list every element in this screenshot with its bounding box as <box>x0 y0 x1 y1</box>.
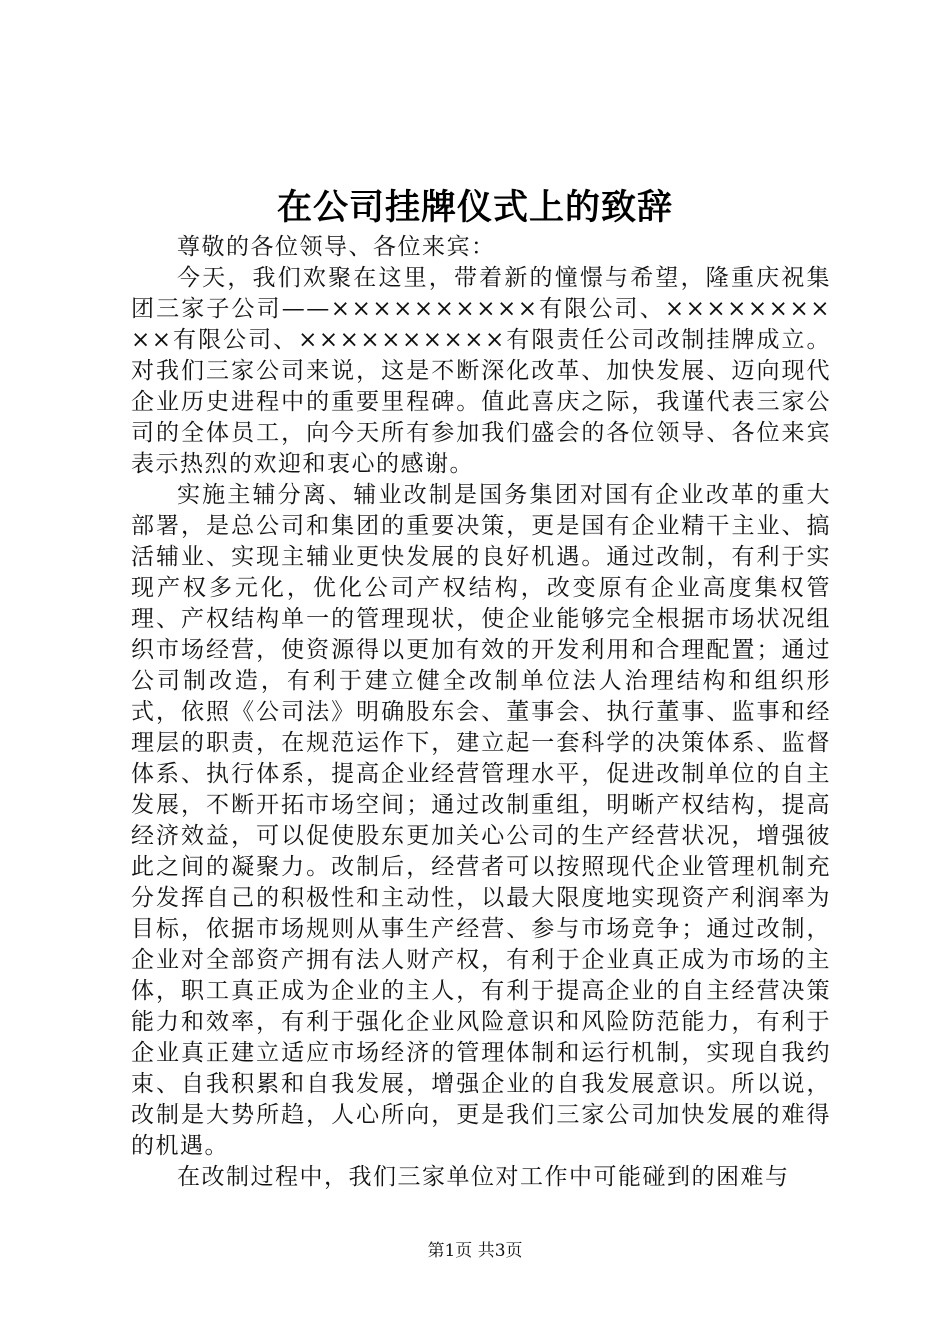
document-body <box>131 232 831 1193</box>
page-footer: 第1页 共3页 <box>427 1241 523 1261</box>
paragraph-1: 今天，我们欢聚在这里，带着新的憧憬与希望，隆重庆祝集团三家子公司——××××××××××有限公司、××××××××××有限公司、××××××××××有限责任公司改制挂牌成立。对我们三家公司来说，这是不断深化改革、加快发展、迈向现代企业历史进程中的重要里程碑。值此喜庆之际，我谨代表三家公司的全体员工，向今天所有参加我们盛会的各位领导、各位来宾表示热烈的欢迎和衷心的感谢。 <box>131 265 831 477</box>
paragraph-2: 实施主辅分离、辅业改制是国务集团对国有企业改革的重大部署，是总公司和集团的重要决策，更是国有企业精干主业、搞活辅业、实现主辅业更快发展的良好机遇。通过改制，有利于实现产权多元化，优化公司产权结构，改变原有企业高度集权管理、产权结构单一的管理现状，使企业能够完全根据市场状况组织市场经营，使资源得以更加有效的开发利用和合理配置；通过公司制改造，有利于建立健全改制单位法人治理结构和组织形式，依照《公司法》明确股东会、董事会、执行董事、监事和经理层的职责，在规范运作下，建立起一套科学的决策体系、监督体系、执行体系，提高企业经营管理水平，促进改制单位的自主发展，不断开拓市场空间；通过改制重组，明晰产权结构，提高经济效益，可以促使股东更加关心公司的生产经营状况，增强彼此之间的凝聚力。改制后，经营者可以按照现代企业管理机制充分发挥自己的积极性和主动性，以最大限度地实现资产利润率为目标，依据市场规则从事生产经营、参与市场竞争；通过改制，企业对全部资产拥有法人财产权，有利于企业真正成为市场的主体，职工真正成为企业的主人，有利于提高企业的自主经营决策能力和效率，有利于强化企业风险意识和风险防范能力，有利于企业真正建立适应市场经济的管理体制和运行机制，实现自我约束、自我积累和自我发展，增强企业的自我发展意识。所以说，改制是大势所趋，人心所向，更是我们三家公司加快发展的难得的机遇。 <box>131 482 831 1159</box>
document-title: 在公司挂牌仪式上的致辞 <box>276 187 673 228</box>
paragraph-3: 在改制过程中，我们三家单位对工作中可能碰到的困难与 <box>177 1164 790 1190</box>
salutation: 尊敬的各位领导、各位来宾： <box>177 234 496 260</box>
